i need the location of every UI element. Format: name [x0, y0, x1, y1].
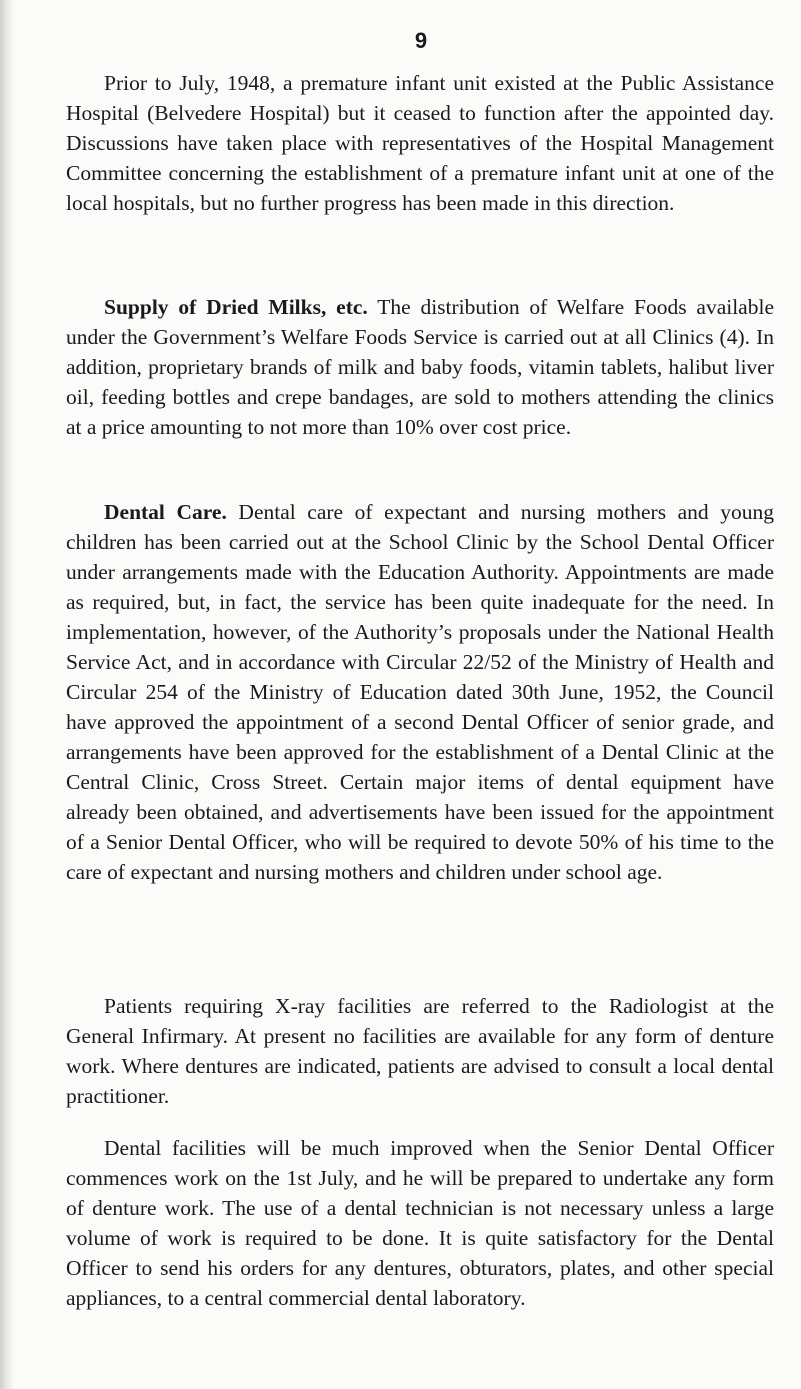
- section-heading-dental-care: Dental Care.: [104, 500, 227, 524]
- paragraph-premature-infant-unit: [66, 68, 774, 218]
- paragraph-dried-milks: [66, 292, 774, 442]
- paragraph-text: Dental facilities will be much improved when the Senior Dental Officer commences work on the 1st July, and he will be prepared to undertake any form of denture work. The use of a dental technician is not necessary unless a large volume of work is required to be done. It is quite satisfactory for the Dental Officer to send his orders for any dentures, obturators, plates, and other special appliances, to a central commercial dental laboratory.: [66, 1136, 774, 1310]
- paragraph-text: Dental care of expectant and nursing mothers and young children has been carried out at the School Clinic by the School Dental Officer under arrangements made with the Education Authority. Appointments are made as required, but, in fact, the service has been quite inadequate for the need. In implementation, however, of the Authority’s proposals under the National Health Service Act, and in accordance with Circular 22/52 of the Ministry of Health and Circular 254 of the Ministry of Education dated 30th June, 1952, the Council have approved the appointment of a second Dental Officer of senior grade, and arrangements have been approved for the establishment of a Dental Clinic at the Central Clinic, Cross Street. Certain major items of dental equipment have already been obtained, and advertisements have been issued for the appointment of a Senior Dental Officer, who will be required to devote 50% of his time to the care of expectant and nursing mothers and children under school age.: [66, 500, 774, 884]
- page-binding-edge: [0, 0, 14, 1389]
- paragraph-text: Prior to July, 1948, a premature infant unit existed at the Public Assistance Hospital (Belvedere Hospital) but it ceased to function after the appointed day. Discussions have taken place with representatives of the Hospital Management Committee concerning the establishment of a premature infant unit at one of the local hospitals, but no further progress has been made in this direction.: [66, 71, 774, 215]
- paragraph-dental-care: [66, 497, 774, 887]
- page-number: 9: [414, 28, 428, 53]
- section-heading-dried-milks: Supply of Dried Milks, etc.: [104, 295, 368, 319]
- paragraph-xray-facilities: [66, 991, 774, 1111]
- paragraph-dental-facilities: [66, 1133, 774, 1313]
- paragraph-text: The distribution of Welfare Foods available under the Government’s Welfare Foods Service is carried out at all Clinics (4). In addition, proprietary brands of milk and baby foods, vitamin tablets, halibut liver oil, feeding bottles and crepe bandages, are sold to mothers attending the clinics at a price amounting to not more than 10% over cost price.: [66, 295, 774, 439]
- paragraph-text: Patients requiring X-ray facilities are referred to the Radiologist at the General Infirmary. At present no facilities are available for any form of denture work. Where dentures are indicated, patients are advised to consult a local dental practitioner.: [66, 994, 774, 1108]
